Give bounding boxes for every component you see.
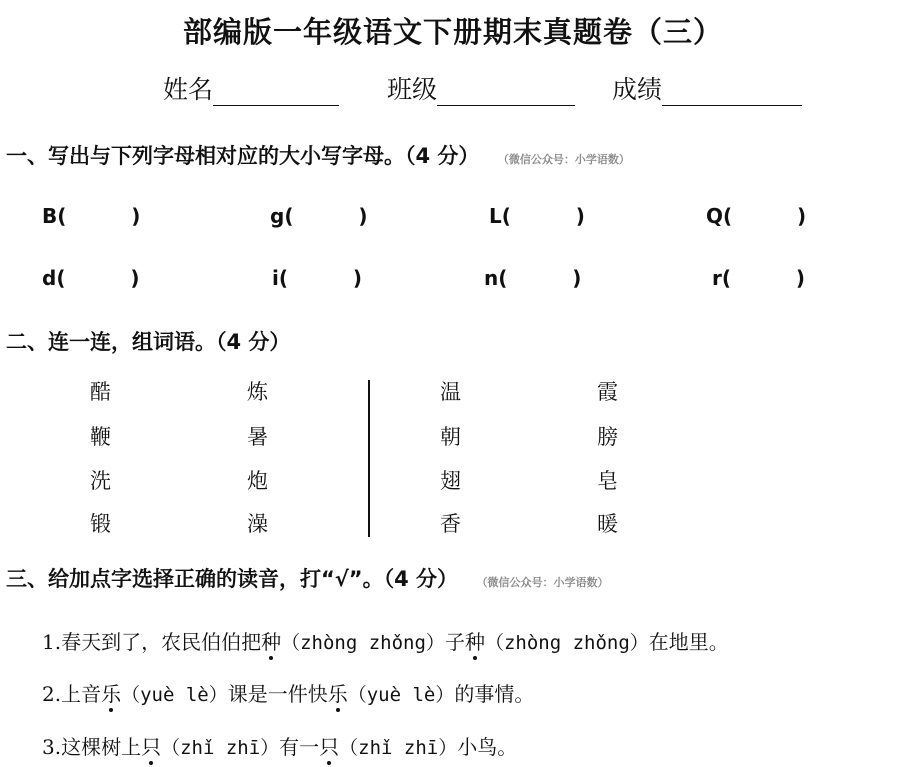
score-label: 成绩: [612, 75, 663, 104]
name-label: 姓名: [163, 75, 214, 104]
match-word[interactable]: 暖: [597, 512, 618, 536]
watermark-text: （微信公众号：小学语数）: [482, 576, 609, 589]
pinyin-options[interactable]: （zhǐ zhī）: [339, 737, 458, 759]
column-divider: [368, 380, 370, 537]
match-word[interactable]: 鞭: [90, 425, 111, 449]
match-word[interactable]: 暑: [247, 425, 268, 449]
pinyin-options[interactable]: （zhòng zhǒng）: [484, 632, 649, 654]
pinyin-options[interactable]: （zhǐ zhī）: [161, 737, 280, 759]
dotted-char: 只: [319, 731, 339, 760]
match-word[interactable]: 霞: [597, 380, 618, 404]
question-1: 1.春天到了，农民伯伯把种（zhòng zhǒng）子种（zhòng zhǒng）在地里。: [42, 626, 729, 655]
letter-item: g( ): [270, 204, 368, 228]
watermark-text: （微信公众号：小学语数）: [503, 153, 630, 166]
match-word[interactable]: 洗: [90, 469, 111, 493]
class-field: [387, 70, 575, 106]
match-word[interactable]: 翅: [440, 469, 461, 493]
pinyin-options[interactable]: （zhòng zhǒng）: [281, 632, 445, 654]
letter-item: r( ): [712, 266, 806, 290]
dotted-char: 种: [465, 626, 485, 655]
dotted-char: 只: [141, 731, 161, 760]
match-word[interactable]: 炮: [247, 469, 268, 493]
dotted-char: 乐: [328, 678, 348, 707]
match-word[interactable]: 香: [440, 512, 461, 536]
section3-heading: 三、给加点字选择正确的读音，打“√”。（4 分） （微信公众号：小学语数）: [6, 567, 609, 591]
section1-heading: 一、写出与下列字母相对应的大小写字母。（4 分） （微信公众号：小学语数）: [6, 144, 630, 168]
letter-item: d( ): [42, 266, 140, 290]
letter-item: B( ): [42, 204, 141, 228]
class-blank[interactable]: [437, 79, 575, 106]
question-2: 2.上音乐（yuè lè）课是一件快乐（yuè lè）的事情。: [42, 678, 534, 707]
class-label: 班级: [387, 75, 438, 104]
letter-item: Q( ): [706, 204, 807, 228]
match-word[interactable]: 酷: [90, 380, 111, 404]
match-word[interactable]: 温: [440, 380, 461, 404]
match-word[interactable]: 锻: [90, 512, 111, 536]
score-field: [612, 70, 802, 106]
dotted-char: 种: [261, 626, 281, 655]
name-field: [163, 70, 339, 106]
letter-item: i( ): [272, 266, 362, 290]
name-blank[interactable]: [213, 79, 339, 106]
pinyin-options[interactable]: （yuè lè）: [121, 684, 228, 706]
question-3: 3.这棵树上只（zhǐ zhī）有一只（zhǐ zhī）小鸟。: [42, 731, 517, 760]
letter-item: L( ): [489, 204, 585, 228]
letter-item: n( ): [484, 266, 582, 290]
match-word[interactable]: 澡: [247, 512, 268, 536]
match-word[interactable]: 膀: [597, 425, 618, 449]
match-word[interactable]: 炼: [247, 380, 268, 404]
match-word[interactable]: 朝: [440, 425, 461, 449]
dotted-char: 乐: [101, 678, 121, 707]
page-title: 部编版一年级语文下册期末真题卷（三）: [182, 15, 723, 49]
pinyin-options[interactable]: （yuè lè）: [347, 684, 455, 706]
match-word[interactable]: 皂: [597, 469, 618, 493]
section2-heading: 二、连一连，组词语。（4 分）: [6, 330, 291, 354]
score-blank[interactable]: [662, 79, 802, 106]
